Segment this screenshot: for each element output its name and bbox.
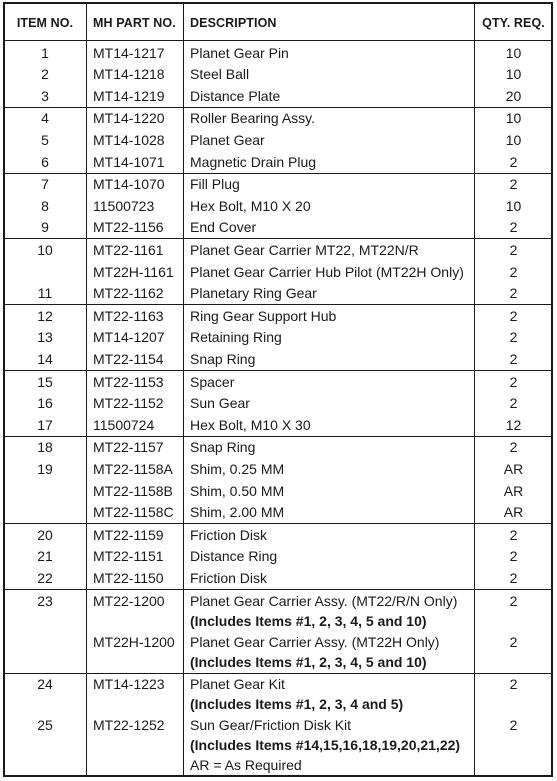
- part-no-cell: 11500724: [93, 416, 155, 433]
- table-row: [5, 652, 551, 674]
- table-row: [5, 437, 551, 459]
- description-cell: Friction Disk: [190, 569, 268, 586]
- description-cell: Ring Gear Support Hub: [190, 307, 337, 324]
- description-cell: Spacer: [190, 373, 235, 390]
- description-cell: Sun Gear/Friction Disk Kit: [190, 716, 352, 733]
- part-no-cell: MT22-1200: [93, 592, 165, 609]
- table-row: [5, 152, 551, 174]
- table-row: [5, 568, 551, 590]
- kit-includes-note: (Includes Items #1, 2, 3, 4, 5 and 10): [190, 653, 427, 670]
- item-no-cell: 24: [37, 675, 53, 692]
- description-cell: Planet Gear Kit: [190, 675, 285, 692]
- table-row: [5, 502, 551, 524]
- part-no-cell: MT22-1158C: [93, 504, 174, 521]
- qty-cell: 2: [509, 592, 518, 609]
- description-cell: Hex Bolt, M10 X 30: [190, 416, 311, 433]
- qty-cell: 2: [509, 219, 518, 236]
- description-cell: End Cover: [190, 219, 257, 236]
- part-no-cell: MT14-1070: [93, 176, 165, 193]
- part-no-cell: MT14-1219: [93, 87, 165, 104]
- description-cell: Shim, 2.00 MM: [190, 504, 285, 521]
- item-no-cell: 19: [37, 460, 53, 477]
- description-cell: Planet Gear Carrier Assy. (MT22/R/N Only): [190, 592, 458, 609]
- table-row: [5, 283, 551, 305]
- item-no-cell: 6: [41, 153, 49, 170]
- description-cell: Planet Gear Carrier Hub Pilot (MT22H Only): [190, 263, 464, 280]
- qty-cell: 12: [505, 416, 522, 433]
- qty-cell: 2: [509, 526, 518, 543]
- item-no-cell: 13: [37, 329, 53, 346]
- description-cell: Shim, 0.25 MM: [190, 460, 285, 477]
- table-row: [5, 43, 551, 65]
- item-no-cell: 20: [37, 526, 53, 543]
- item-no-cell: 25: [37, 716, 53, 733]
- table-row: [5, 674, 551, 696]
- item-no-cell: 10: [37, 241, 53, 258]
- header-description: DESCRIPTION: [190, 16, 277, 30]
- table-row: [5, 130, 551, 152]
- table-row: [5, 349, 551, 371]
- header-divider: [5, 40, 551, 41]
- qty-cell: 2: [509, 329, 518, 346]
- table-row: [5, 262, 551, 284]
- part-no-cell: MT22-1158A: [93, 460, 173, 477]
- qty-cell: 2: [509, 241, 518, 258]
- footer-text: AR = As Required: [190, 756, 302, 773]
- table-row: [5, 327, 551, 349]
- qty-cell: 2: [509, 716, 518, 733]
- description-cell: Hex Bolt, M10 X 20: [190, 197, 311, 214]
- qty-cell: 2: [509, 373, 518, 390]
- part-no-cell: MT22-1159: [93, 526, 164, 543]
- item-no-cell: 7: [41, 176, 49, 193]
- description-cell: Planetary Ring Gear: [190, 285, 317, 302]
- table-row: [5, 481, 551, 503]
- part-no-cell: MT22-1152: [93, 395, 164, 412]
- table-row: [5, 306, 551, 328]
- qty-cell: 20: [505, 87, 522, 104]
- description-cell: Friction Disk: [190, 526, 268, 543]
- part-no-cell: MT14-1220: [93, 110, 165, 127]
- description-cell: Snap Ring: [190, 439, 256, 456]
- table-row: [5, 632, 551, 654]
- table-row: [5, 217, 551, 239]
- part-no-cell: MT22-1161: [93, 241, 164, 258]
- qty-cell: 2: [509, 350, 518, 367]
- table-row: [5, 591, 551, 613]
- footer-note: [5, 755, 551, 777]
- table-row: [5, 86, 551, 108]
- table-row: [5, 735, 551, 757]
- part-no-cell: 11500723: [93, 197, 155, 214]
- description-cell: Steel Ball: [190, 66, 250, 83]
- part-no-cell: MT14-1223: [93, 675, 165, 692]
- header-part-no: MH PART NO.: [93, 16, 176, 30]
- part-no-cell: MT14-1071: [93, 153, 165, 170]
- qty-cell: 10: [505, 131, 522, 148]
- qty-cell: 10: [505, 197, 522, 214]
- part-no-cell: MT14-1218: [93, 66, 165, 83]
- item-no-cell: 12: [37, 307, 53, 324]
- table-row: [5, 372, 551, 394]
- item-no-cell: 18: [37, 439, 53, 456]
- qty-cell: 2: [509, 263, 518, 280]
- item-no-cell: 5: [41, 131, 49, 148]
- kit-includes-note: (Includes Items #14,15,16,18,19,20,21,22): [190, 736, 461, 753]
- qty-cell: 2: [509, 285, 518, 302]
- table-row: [5, 459, 551, 481]
- description-cell: Distance Ring: [190, 548, 278, 565]
- description-cell: Sun Gear: [190, 395, 250, 412]
- part-no-cell: MT14-1207: [93, 329, 165, 346]
- table-row: [5, 611, 551, 633]
- item-no-cell: 3: [41, 87, 49, 104]
- item-no-cell: 4: [41, 110, 49, 127]
- part-no-cell: MT22-1150: [93, 569, 164, 586]
- part-no-cell: MT22H-1200: [93, 633, 175, 650]
- qty-cell: AR: [503, 504, 524, 521]
- qty-cell: 10: [505, 44, 522, 61]
- table-row: [5, 525, 551, 547]
- qty-cell: 2: [509, 569, 518, 586]
- description-cell: Retaining Ring: [190, 329, 282, 346]
- item-no-cell: 23: [37, 592, 53, 609]
- description-cell: Snap Ring: [190, 350, 256, 367]
- part-no-cell: MT14-1028: [93, 131, 165, 148]
- item-no-cell: 8: [41, 197, 49, 214]
- qty-cell: AR: [503, 460, 524, 477]
- header-item-no: ITEM NO.: [16, 16, 74, 30]
- qty-cell: 2: [509, 153, 518, 170]
- qty-cell: 2: [509, 675, 518, 692]
- qty-cell: 2: [509, 633, 518, 650]
- item-no-cell: 9: [41, 219, 49, 236]
- part-no-cell: MT22-1154: [93, 350, 164, 367]
- description-cell: Planet Gear Pin: [190, 44, 289, 61]
- description-cell: Planet Gear Carrier MT22, MT22N/R: [190, 241, 419, 258]
- table-row: [5, 240, 551, 262]
- qty-cell: 2: [509, 395, 518, 412]
- part-no-cell: MT22-1162: [93, 285, 164, 302]
- part-no-cell: MT22-1153: [93, 373, 164, 390]
- kit-includes-note: (Includes Items #1, 2, 3, 4, 5 and 10): [190, 612, 427, 629]
- description-cell: Roller Bearing Assy.: [190, 110, 316, 127]
- item-no-cell: 17: [37, 416, 53, 433]
- qty-cell: AR: [503, 482, 524, 499]
- table-row: [5, 108, 551, 130]
- table-row: [5, 715, 551, 737]
- description-cell: Planet Gear: [190, 131, 265, 148]
- qty-cell: 2: [509, 176, 518, 193]
- table-row: [5, 174, 551, 196]
- table-row: [5, 546, 551, 568]
- parts-table: [3, 2, 553, 777]
- description-cell: Shim, 0.50 MM: [190, 482, 285, 499]
- table-row: [5, 393, 551, 415]
- part-no-cell: MT22-1157: [93, 439, 164, 456]
- description-cell: Magnetic Drain Plug: [190, 153, 317, 170]
- part-no-cell: MT22-1163: [93, 307, 164, 324]
- item-no-cell: 22: [37, 569, 53, 586]
- item-no-cell: 2: [41, 66, 49, 83]
- description-cell: Distance Plate: [190, 87, 281, 104]
- table-row: [5, 694, 551, 716]
- part-no-cell: MT22-1158B: [93, 482, 173, 499]
- table-row: [5, 196, 551, 218]
- item-no-cell: 15: [37, 373, 53, 390]
- part-no-cell: MT22-1151: [93, 548, 164, 565]
- description-cell: Planet Gear Carrier Assy. (MT22H Only): [190, 633, 440, 650]
- item-no-cell: 16: [37, 395, 53, 412]
- kit-includes-note: (Includes Items #1, 2, 3, 4 and 5): [190, 695, 404, 712]
- description-cell: Fill Plug: [190, 176, 240, 193]
- qty-cell: 10: [505, 110, 522, 127]
- part-no-cell: MT22-1252: [93, 716, 165, 733]
- table-row: [5, 415, 551, 437]
- qty-cell: 10: [505, 66, 522, 83]
- item-no-cell: 14: [37, 350, 53, 367]
- part-no-cell: MT22H-1161: [93, 263, 174, 280]
- qty-cell: 2: [509, 548, 518, 565]
- item-no-cell: 1: [41, 44, 49, 61]
- part-no-cell: MT22-1156: [93, 219, 164, 236]
- qty-cell: 2: [509, 307, 518, 324]
- qty-cell: 2: [509, 439, 518, 456]
- item-no-cell: 11: [37, 285, 53, 302]
- table-row: [5, 64, 551, 86]
- header-qty-req: QTY. REQ.: [482, 16, 545, 30]
- item-no-cell: 21: [37, 548, 53, 565]
- part-no-cell: MT14-1217: [93, 44, 165, 61]
